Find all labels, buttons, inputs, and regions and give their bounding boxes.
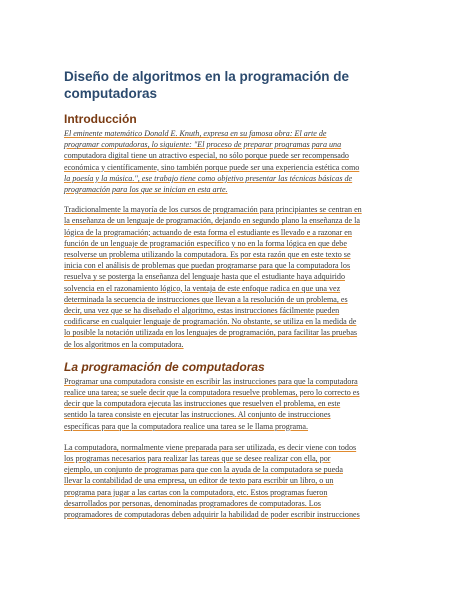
text-line: resolverse un problema utilizando la computadora. Es por esta razón que en este texto se [64,250,351,260]
text-line: específicas para que la computadora realice una tarea se le llama programa. [64,421,309,431]
text-line: resuelva y se posterga la enseñanza del lenguaje hasta que el estudiante haya adquirido [64,272,345,282]
text-line: función de un lenguaje de programación específico y no en la forma lógica en que debe [64,238,347,248]
intro-paragraph-traditional [64,204,416,350]
text-line: programa para jugar a las cartas con la computadora, etc. Estos programas fueron [64,487,328,497]
intro-paragraph-quote [64,128,416,195]
text-line: lo posible la notación utilizada en los lenguajes de programación, para facilitar las pruebas [64,328,358,338]
document-title-line1: Diseño de algoritmos en la programación de [64,69,350,84]
text-line: solvencia en el razonamiento lógico, la ventaja de este enfoque radica en que una vez [64,283,341,293]
text-line: decir que la computadora ejecuta las instrucciones que resuelven el problema, en este [64,399,341,409]
programming-paragraph-2 [64,442,416,520]
text-line: decir, una vez que se ha diseñado el algoritmo, estas instrucciones fácilmente pueden [64,306,340,316]
text-line: Programar una computadora consiste en escribir las instrucciones para que la computadora [64,376,358,386]
document-title [64,68,416,102]
text-line: desarrollados por personas, denominadas programadores de computadoras. Los [64,498,321,508]
text-line: ejemplo, un conjunto de programas para que con la ayuda de la computadora se pueda [64,465,343,475]
text-line: computadora digital tiene un atractivo especial, no sólo porque puede ser recompensado [64,151,349,161]
section-heading-programacion: La programación de computadoras [64,359,265,374]
text-line: determinada la secuencia de instrucciones que llevan a la resolución de un problema, es [64,294,348,304]
text-line: codificarse en cualquier lenguaje de programación. No obstante, se utiliza en la medida de [64,317,357,327]
text-line: económica y científicamente, sino también porque puede ser una experiencia estética como [64,162,360,172]
text-line: sentido la tarea consiste en ejecutar las instrucciones. Al conjunto de instrucciones [64,410,331,420]
text-line: la poesía y la música.", ese trabajo tiene como objetivo presentar las técnicas básicas de [64,173,353,183]
text-line: llevar la contabilidad de una empresa, un editor de texto para escribir un libro, o un [64,476,334,486]
text-line: Tradicionalmente la mayoría de los cursos de programación para principiantes se centran en [64,205,362,215]
programming-paragraph-1 [64,376,416,432]
text-line: programación para los que se inician en esta arte. [64,185,228,195]
text-line: lógica de la programación; actuando de esta forma el estudiante es llevado e a razonar en [64,227,352,237]
text-line: los programas necesarios para realizar las tareas que se desee realizar con ella, por [64,454,331,464]
document-title-line2: computadoras [64,86,158,101]
text-line: La computadora, normalmente viene preparada para ser utilizada, es decir viene con todos [64,442,357,452]
text-line: El eminente matemático Donald E. Knuth, expresa en su famosa obra: El arte de [64,129,327,138]
text-line: programadores de computadoras deben adquirir la habilidad de poder escribir instrucciones [64,510,360,520]
text-line: la enseñanza de un lenguaje de programación, dejando en segundo plano la enseñanza de la [64,216,360,226]
text-line: de los algoritmos en la computadora. [64,339,184,349]
section-heading-introduccion: Introducción [64,112,137,126]
text-line: inicia con el análisis de problemas que puedan programarse para que la computadora los [64,261,351,271]
text-line: programar computadoras, lo siguiente: "El proceso de preparar programas para una [64,140,342,150]
text-line: realice una tarea; se suele decir que la computadora resuelve problemas, pero lo correcto es [64,388,360,398]
